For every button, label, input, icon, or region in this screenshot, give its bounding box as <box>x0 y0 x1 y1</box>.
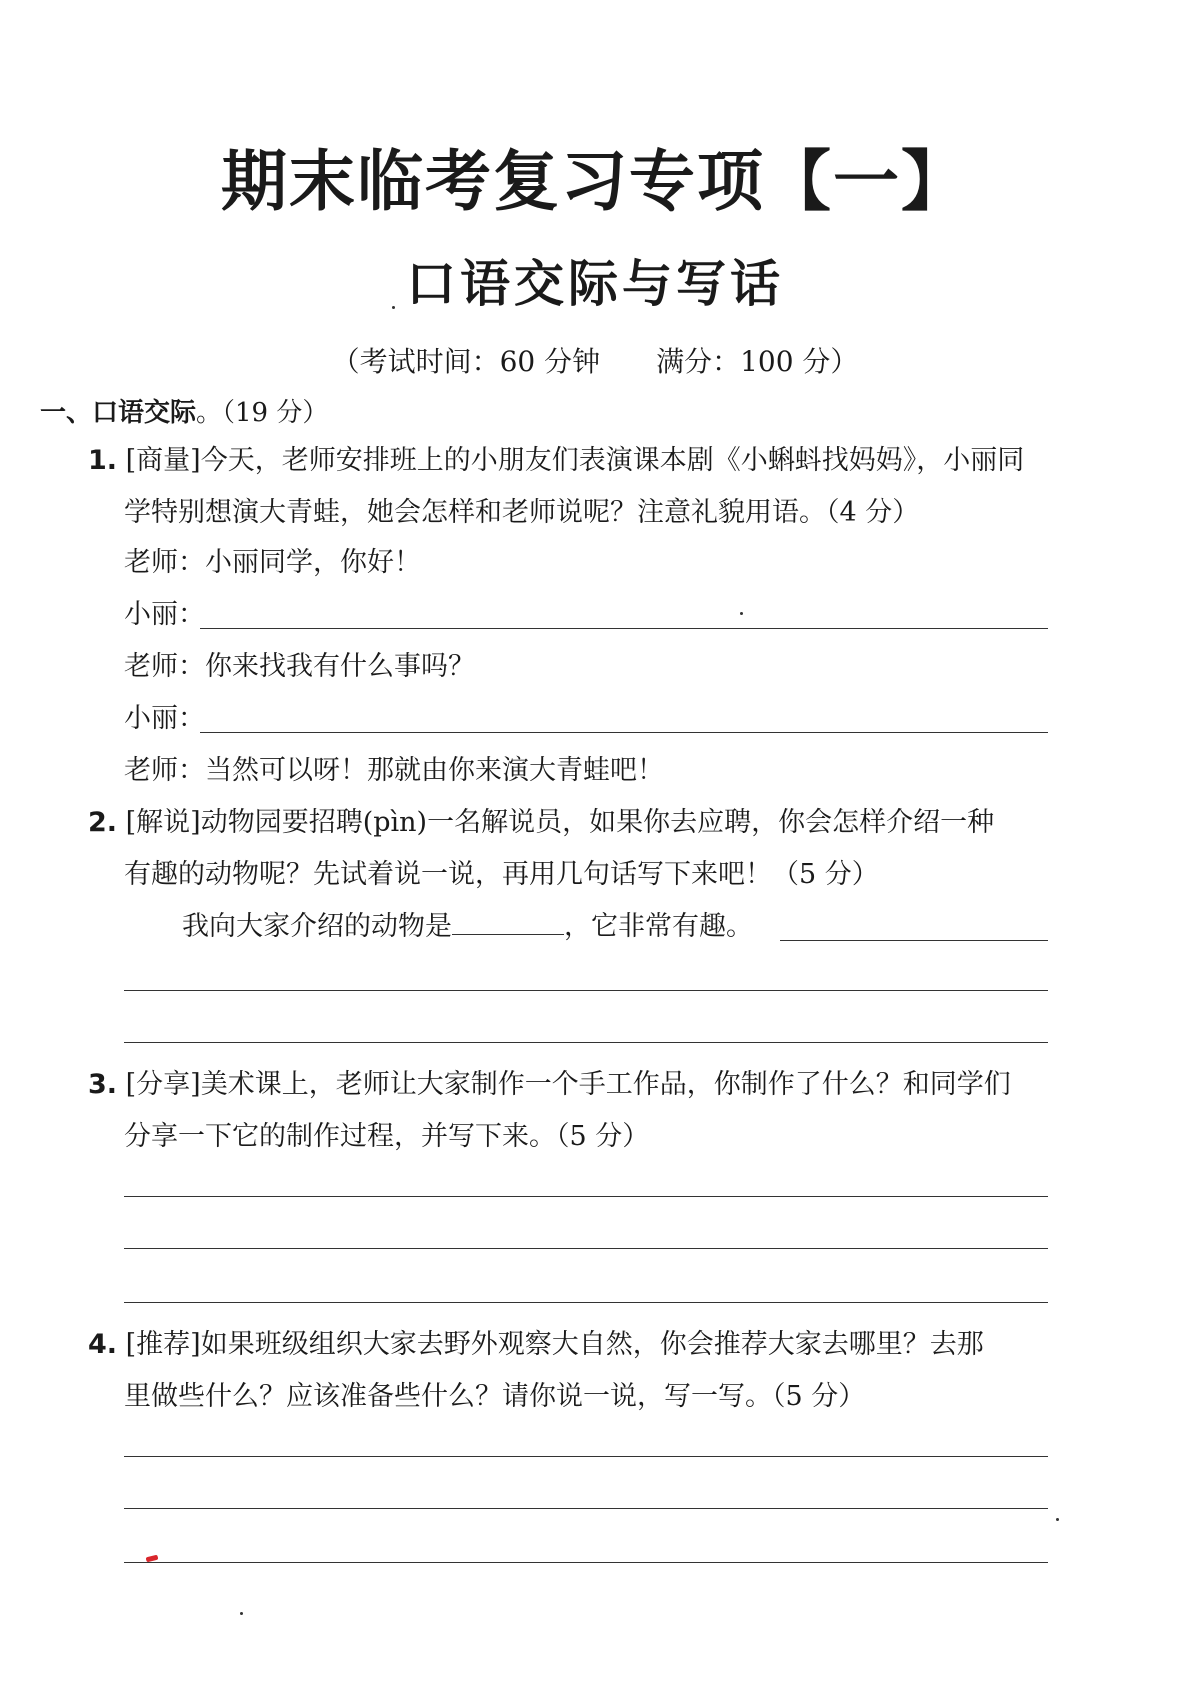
question-3-number: 3. <box>88 1069 118 1100</box>
page-subtitle: 口语交际与写话 <box>406 255 784 313</box>
answer-line[interactable] <box>124 1302 1048 1303</box>
question-1-line-2: 学特别想演大青蛙，她会怎样和老师说呢？注意礼貌用语。（4 分） <box>124 497 920 528</box>
question-3-line-1 <box>88 1062 1011 1101</box>
question-1-number: 1. <box>88 445 118 476</box>
question-4-number: 4. <box>88 1329 118 1360</box>
question-2-prompt <box>182 904 753 943</box>
question-2-number: 2. <box>88 807 118 838</box>
dialog-teacher-1: 老师：小丽同学，你好！ <box>124 547 421 578</box>
question-4-line-2: 里做些什么？应该准备些什么？请你说一说，写一写。（5 分） <box>124 1381 866 1412</box>
scan-speck <box>1056 1518 1059 1521</box>
animal-blank[interactable] <box>452 914 564 935</box>
section-score: 。（19 分） <box>196 398 329 428</box>
dialog-xiaoli-1-label: 小丽： <box>124 599 205 630</box>
question-2-line-2: 有趣的动物呢？先试着说一说，再用几句话写下来吧！（5 分） <box>124 859 879 890</box>
question-4-line-1 <box>88 1322 984 1361</box>
page-title: 期末临考复习专项【一】 <box>221 143 969 220</box>
answer-line[interactable] <box>124 990 1048 991</box>
prompt-text-b: ，它非常有趣。 <box>564 911 753 942</box>
dialog-teacher-2: 老师：你来找我有什么事吗？ <box>124 651 475 682</box>
answer-line[interactable] <box>124 1562 1048 1563</box>
scan-speck <box>392 306 395 309</box>
answer-line[interactable] <box>124 1456 1048 1457</box>
exam-info: （考试时间：60 分钟 满分：100 分） <box>331 345 859 378</box>
scan-speck <box>240 1612 243 1615</box>
question-3-line-2: 分享一下它的制作过程，并写下来。（5 分） <box>124 1121 650 1152</box>
question-4-text-1: [推荐]如果班级组织大家去野外观察大自然，你会推荐大家去哪里？去那 <box>125 1329 984 1360</box>
answer-line[interactable] <box>780 940 1048 941</box>
answer-line[interactable] <box>124 1042 1048 1043</box>
scan-speck <box>740 612 743 615</box>
question-1-line-1 <box>88 438 1024 477</box>
answer-line[interactable] <box>200 628 1048 629</box>
section-label: 一、口语交际 <box>40 398 197 428</box>
question-1-text-1: [商量]今天，老师安排班上的小朋友们表演课本剧《小蝌蚪找妈妈》，小丽同 <box>125 445 1025 476</box>
answer-line[interactable] <box>124 1508 1048 1509</box>
answer-line[interactable] <box>124 1248 1048 1249</box>
question-2-line-1 <box>88 800 994 839</box>
question-3-text-1: [分享]美术课上，老师让大家制作一个手工作品，你制作了什么？和同学们 <box>125 1069 1011 1100</box>
dialog-teacher-3: 老师：当然可以呀！那就由你来演大青蛙吧！ <box>124 755 664 786</box>
answer-line[interactable] <box>124 1196 1048 1197</box>
prompt-text-a: 我向大家介绍的动物是 <box>182 911 452 942</box>
section-heading <box>40 392 328 429</box>
dialog-xiaoli-2-label: 小丽： <box>124 703 205 734</box>
answer-line[interactable] <box>200 732 1048 733</box>
question-2-text-1: [解说]动物园要招聘(pìn)一名解说员，如果你去应聘，你会怎样介绍一种 <box>125 807 995 838</box>
